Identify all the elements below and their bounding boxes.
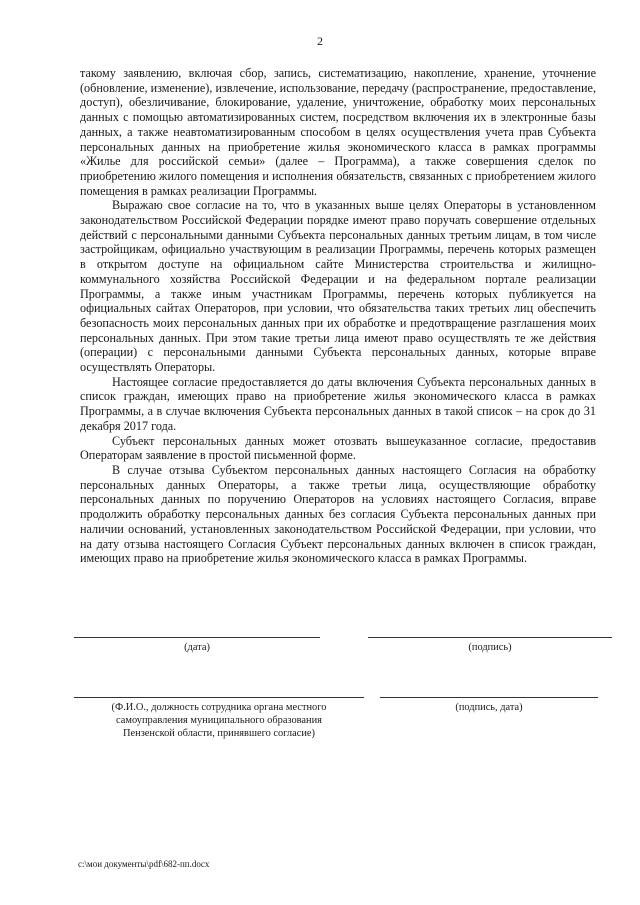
signature-date-caption: (подпись, дата) bbox=[455, 702, 523, 713]
signature-line bbox=[368, 637, 612, 638]
paragraph-4: Субъект персональных данных может отозвать вышеуказанное согласие, предоставив Операторам заявление в простой письменной форме. bbox=[80, 433, 596, 463]
document-body bbox=[80, 66, 596, 566]
signature-caption: (подпись) bbox=[468, 642, 512, 653]
paragraph-3: Настоящее согласие предоставляется до даты включения Субъекта персональных данных в список граждан, имеющих право на приобретение жилья экономического класса в рамках Программы, а в случае включения Субъекта персональных данных в такой список – на срок до 31 декабря 2017 года. bbox=[80, 374, 596, 433]
date-line bbox=[74, 637, 320, 638]
paragraph-2: Выражаю свое согласие на то, что в указанных выше целях Операторы в установленном законодательством Российской Федерации порядке имеют право поручать совершение отдельных действий с персональными данными Субъекта персональных данных третьим лицам, в том числе застройщикам, официально участвующим в реализации Программы, перечень которых размещен в открытом доступе на официальном сайте Министерства строительства и жилищно-коммунального хозяйства Российской Федерации и на федеральном портале реализации Программы, а также иным участникам Программы, перечень которых публикуется на официальных сайтах Операторов, при условии, что обязательства таких третьих лиц обеспечить безопасность моих персональных данных при их обработке и предотвращение разглашения моих персональных данных. При этом такие третьи лица имеют право осуществлять те же действия (операции) с персональными данными Субъекта персональных данных, которые вправе осуществлять Операторы. bbox=[80, 198, 596, 375]
page-number: 2 bbox=[317, 34, 323, 48]
official-caption: (Ф.И.О., должность сотрудника органа местного самоуправления муниципального образования Пензенской области, принявшего согласие) bbox=[111, 702, 327, 739]
file-path: c:\мои документы\pdf\682-пп.docx bbox=[78, 859, 210, 869]
paragraph-1: такому заявлению, включая сбор, запись, систематизацию, накопление, хранение, уточнение (обновление, изменение), извлечение, использование, передачу (распространение, предоставление, доступ), обезличивание, блокирование, удаление, уничтожение, обработку моих персональных данных с помощью автоматизированных систем, посредством включения их в электронные базы данных, а также неавтоматизированным способом в целях осуществления учета прав Субъекта персональных данных на приобретение жилья экономического класса в рамках программы «Жилье для российской семьи» (далее – Программа), а также совершения сделок по приобретению жилого помещения и исполнения обязательств, связанных с приобретением жилого помещения в рамках реализации Программы. bbox=[80, 66, 596, 198]
date-caption: (дата) bbox=[184, 642, 210, 653]
paragraph-5: В случае отзыва Субъектом персональных данных настоящего Согласия на обработку персональных данных Операторы, а также третьи лица, осуществляющие обработку персональных данных по поручению Операторов на условиях настоящего Согласия, вправе продолжить обработку персональных данных без согласия Субъекта персональных данных при наличии оснований, установленных законодательством Российской Федерации, при условии, что на дату отзыва настоящего Согласия Субъект персональных данных включен в список граждан, имеющих право на приобретение жилья экономического класса в рамках Программы. bbox=[80, 462, 596, 566]
signature-date-line bbox=[380, 697, 598, 698]
official-line bbox=[74, 697, 364, 698]
